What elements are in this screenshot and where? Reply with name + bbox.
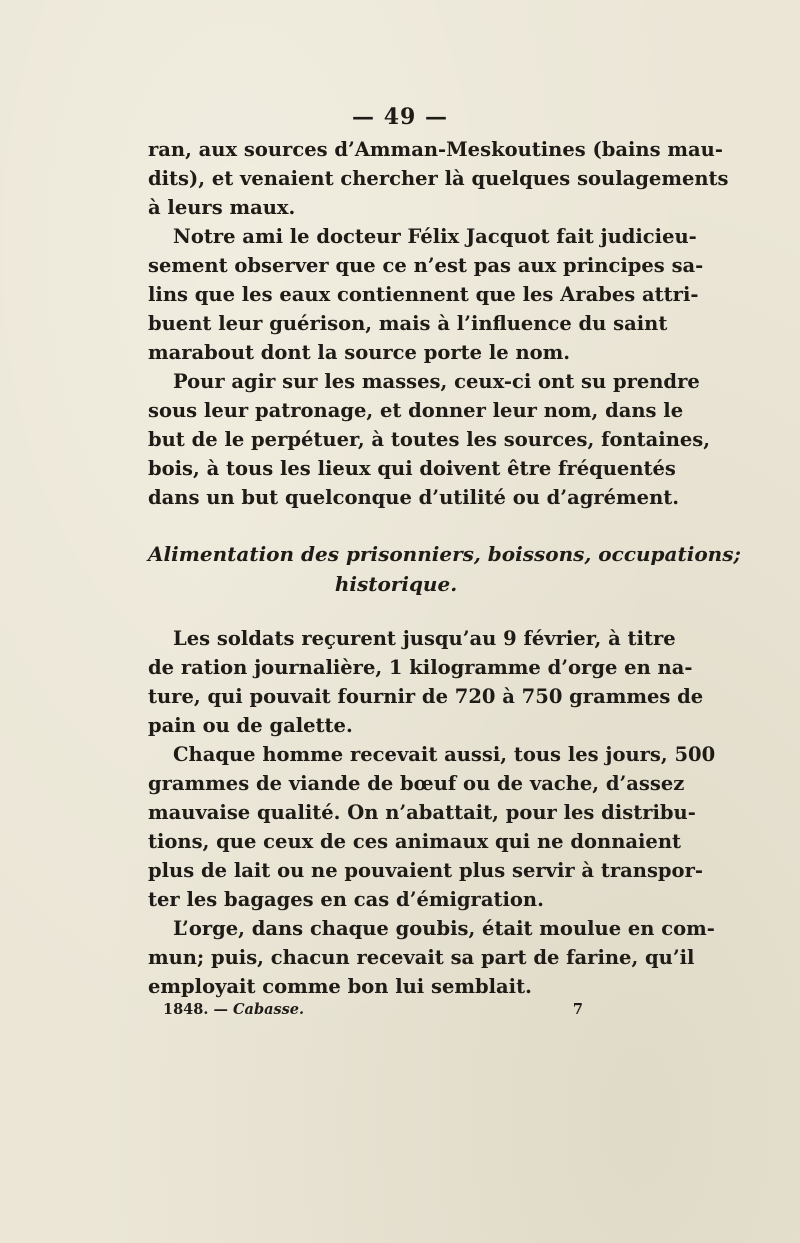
text-line: employait comme bon lui semblait. [148,975,532,998]
text-line: buent leur guérison, mais à l’influence du saint [148,312,668,335]
text-line: Les soldats reçurent jusqu’au 9 février, à titre [173,627,676,650]
text-line: de ration journalière, 1 kilogramme d’orge en na- [148,656,693,679]
page-number: — 49 — [352,104,448,130]
section-heading-line: Alimentation des prisonniers, boissons, occupations; [148,542,741,566]
text-line: Chaque homme recevait aussi, tous les jours, 500 [173,743,716,766]
text-block-bottom [148,624,716,1001]
text-line: Pour agir sur les masses, ceux-ci ont su prendre [173,370,700,393]
section-heading-line: historique. [334,572,458,596]
text-line: bois, à tous les lieux qui doivent être fréquentés [148,457,676,480]
text-line: dits), et venaient chercher là quelques soulagements [148,167,729,190]
text-line: mun; puis, chacun recevait sa part de farine, qu’il [148,946,695,969]
text-line: ter les bagages en cas d’émigration. [148,888,544,911]
text-line: dans un but quelconque d’utilité ou d’agrément. [148,486,680,509]
text-line: mauvaise qualité. On n’abattait, pour les distribu- [148,801,696,824]
text-line: sous leur patronage, et donner leur nom, dans le [148,399,684,422]
text-line: ran, aux sources d’Amman-Meskoutines (bains mau- [148,138,723,161]
text-line: L’orge, dans chaque goubis, était moulue en com- [173,917,715,940]
text-line: grammes de viande de bœuf ou de vache, d’assez [148,772,685,795]
signature-mark: 7 [572,1001,583,1018]
text-line: pain ou de galette. [148,714,353,737]
text-line: tions, que ceux de ces animaux qui ne donnaient [148,830,682,853]
footer-year: 1848. — [163,1001,228,1018]
footer-citation [163,1001,304,1018]
text-line: sement observer que ce n’est pas aux principes sa- [148,254,704,277]
text-line: but de le perpétuer, à toutes les sources, fontaines, [148,428,711,451]
text-line: ture, qui pouvait fournir de 720 à 750 grammes de [148,685,704,708]
page-footer [163,1001,583,1023]
section-heading [148,539,741,599]
text-line: Notre ami le docteur Félix Jacquot fait judicieu- [173,225,697,248]
footer-author: Cabasse. [233,1001,305,1018]
text-line: à leurs maux. [148,196,296,219]
text-line: plus de lait ou ne pouvaient plus servir à transpor- [148,859,703,882]
text-block-top [148,135,729,512]
text-line: marabout dont la source porte le nom. [148,341,571,364]
text-line: lins que les eaux contiennent que les Arabes attri- [148,283,699,306]
